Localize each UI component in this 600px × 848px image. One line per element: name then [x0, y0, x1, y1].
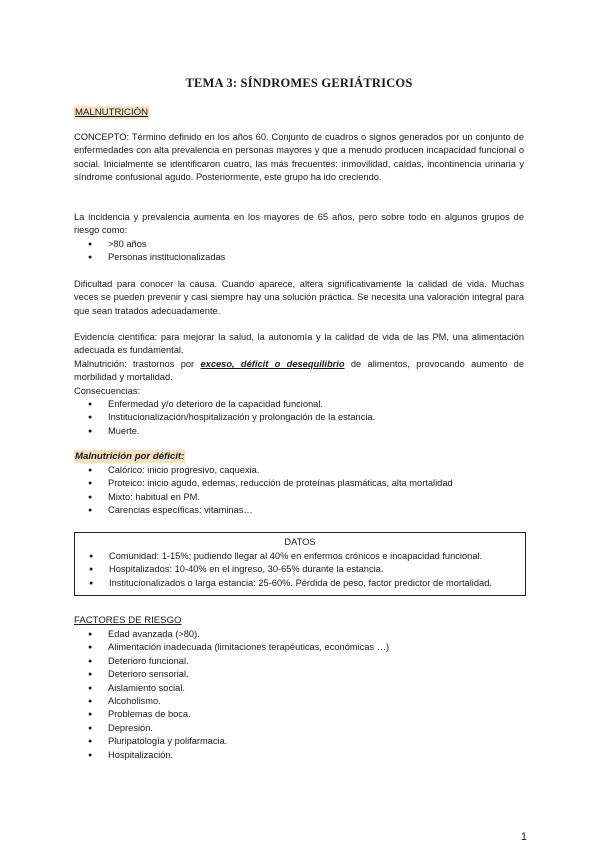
section-heading-malnutricion: MALNUTRICIÓN — [75, 107, 149, 118]
malnutricion-definition — [74, 358, 524, 385]
deficit-list — [74, 464, 453, 518]
list-item: ● Aislamiento social. — [74, 682, 389, 695]
definition-text: Malnutrición: trastornos por — [74, 359, 201, 369]
page-number: 1 — [520, 831, 527, 843]
page-title: TEMA 3: SÍNDROMES GERIÁTRICOS — [185, 76, 413, 90]
list-item: ● Muerte. — [74, 425, 375, 438]
list-item: ● Alcoholismo. — [74, 695, 389, 708]
evidencia-paragraph: Evidencia científica: para mejorar la salud, la autonomía y la calidad de vida de las PM, una alimentación adecuada es fundamental. — [74, 332, 524, 356]
list-item: ● Pluripatología y polifarmacia. — [74, 735, 389, 748]
list-item: ● Deterioro sensorial. — [74, 668, 389, 681]
consecuencias-list — [74, 398, 375, 438]
consecuencias-label: Consecuencias: — [74, 386, 141, 396]
list-item: ● Hospitalización. — [74, 749, 389, 762]
list-item: ● Problemas de boca. — [74, 708, 389, 721]
list-item: ● Personas institucionalizadas — [74, 251, 225, 264]
list-item: ● Edad avanzada (>80). — [74, 628, 389, 641]
definition-text: de alimentos, provocando aumento de morbilidad y mortalidad. — [74, 359, 524, 383]
concepto-paragraph: CONCEPTO: Término definido en los años 60. Conjunto de cuadros o signos generados por un conjunto de enfermedades con alta prevalencia en personas mayores y que a menudo producen incapacidad funcional o social. Inicialmente se identificaron cuatro, las más frecuentes: inmovilidad, caídas, incontinencia urinaria y síndrome confusional agudo. Posteriormente, este grupo ha ido creciendo. — [74, 132, 524, 183]
definition-emphasis: exceso, déficit o desequilibrio — [200, 359, 345, 369]
list-item: ● Comunidad: 1-15%; pudiendo llegar al 40% en enfermos crónicos e incapacidad funcional. — [75, 550, 515, 563]
list-item: ● >80 años — [74, 238, 225, 251]
list-item: ● Calórico: inicio progresivo, caquexia. — [74, 464, 453, 477]
datos-box — [74, 532, 526, 596]
list-item: ● Deterioro funcional. — [74, 655, 389, 668]
datos-list — [75, 550, 515, 590]
section-heading-deficit: Malnutrición por déficit: — [75, 451, 185, 462]
list-item: ● Mixto: habitual en PM. — [74, 491, 453, 504]
list-item: ● Enfermedad y/o deterioro de la capacidad funcional. — [74, 398, 375, 411]
list-item: ● Alimentación inadecuada (limitaciones terapéuticas, económicas …) — [74, 641, 389, 654]
list-item: ● Hospitalizados: 10-40% en el ingreso, 30-65% durante la estancia. — [75, 563, 515, 576]
riesgo-list — [74, 238, 225, 265]
list-item: ● Institucionalización/hospitalización y prolongación de la estancia. — [74, 411, 375, 424]
datos-title: DATOS — [284, 537, 316, 547]
factores-list — [74, 628, 389, 762]
incidencia-paragraph: La incidencia y prevalencia aumenta en los mayores de 65 años, pero sobre todo en algunos grupos de riesgo como: — [74, 212, 524, 236]
list-item: ● Institucionalizados o larga estancia: 25-60%. Pérdida de peso, factor predictor de mortalidad. — [75, 577, 515, 590]
list-item: ● Carencias específicas: vitaminas… — [74, 504, 453, 517]
list-item: ● Depresión. — [74, 722, 389, 735]
section-heading-factores: FACTORES DE RIESGO — [74, 615, 182, 626]
dificultad-paragraph: Dificultad para conocer la causa. Cuando aparece, altera significativamente la calidad de vida. Muchas veces se pueden prevenir y casi siempre hay una solución práctica. Se necesita una valoración integral para que sean tratados adecuadamente. — [74, 279, 524, 316]
list-item: ● Proteico: inicio agudo, edemas, reducción de proteínas plasmáticas, alta mortalidad — [74, 477, 453, 490]
